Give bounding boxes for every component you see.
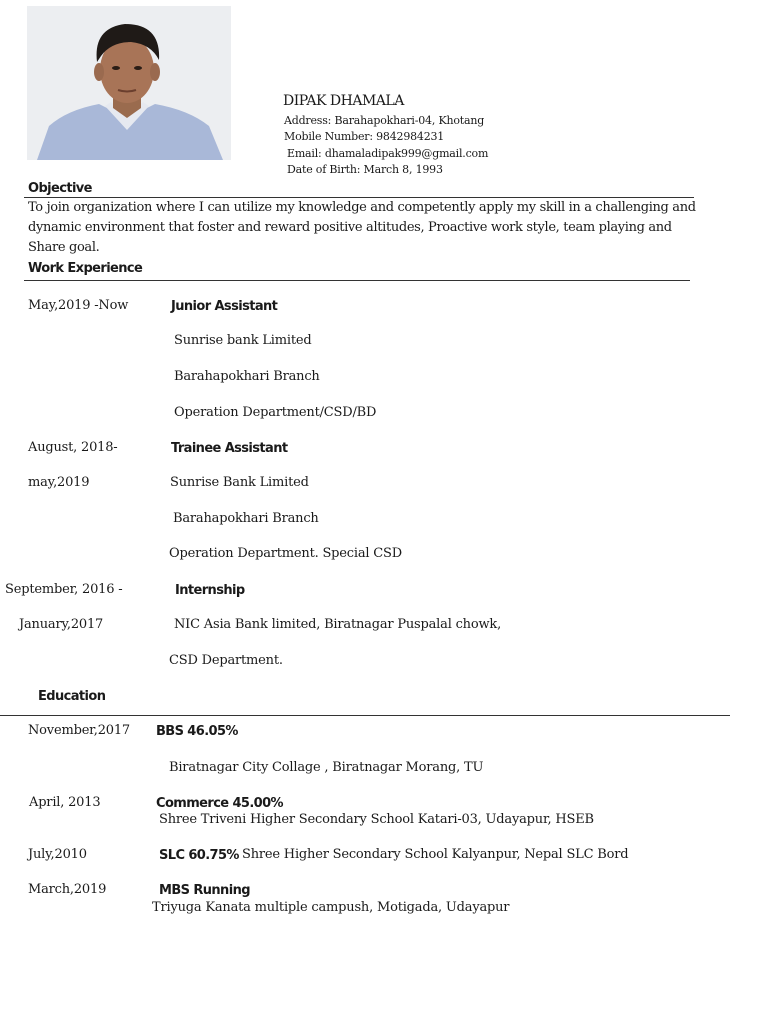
job-detail: Barahapokhari Branch [174, 369, 320, 384]
objective-line: Share goal. [28, 240, 100, 255]
education-date: July,2010 [28, 847, 87, 862]
job-detail: Sunrise Bank Limited [170, 475, 309, 490]
objective-line: To join organization where I can utilize my knowledge and competently apply my skill in a challenging and [28, 200, 696, 215]
education-school: Triyuga Kanata multiple campush, Motigada, Udayapur [152, 900, 510, 915]
education-heading: Education [38, 689, 106, 704]
job-title: Trainee Assistant [171, 441, 288, 456]
education-date: April, 2013 [29, 795, 101, 810]
person-portrait-icon [27, 6, 231, 160]
job-date: May,2019 -Now [28, 298, 129, 313]
job-detail: Barahapokhari Branch [173, 511, 319, 526]
job-date: may,2019 [28, 475, 90, 490]
objective-divider [24, 197, 694, 198]
work-divider [24, 280, 690, 281]
job-title: Junior Assistant [171, 299, 278, 314]
job-detail: Operation Department/CSD/BD [174, 405, 377, 420]
education-date: November,2017 [28, 723, 130, 738]
job-title: Internship [175, 583, 245, 598]
education-divider [0, 715, 730, 716]
work-experience-heading: Work Experience [28, 261, 143, 276]
job-date: January,2017 [19, 617, 104, 632]
address-text: Address: Barahapokhari-04, Khotang [284, 114, 485, 127]
job-date: September, 2016 - [5, 582, 123, 597]
dob-text: Date of Birth: March 8, 1993 [287, 163, 443, 176]
education-school: Shree Triveni Higher Secondary School Katari-03, Udayapur, HSEB [159, 812, 594, 827]
objective-heading: Objective [28, 181, 92, 196]
education-school: Biratnagar City Collage , Biratnagar Morang, TU [169, 760, 484, 775]
email-text: Email: dhamaladipak999@gmail.com [287, 147, 489, 160]
education-degree: BBS 46.05% [156, 724, 238, 739]
job-detail: NIC Asia Bank limited, Biratnagar Puspalal chowk, [174, 617, 502, 632]
job-detail: CSD Department. [169, 653, 283, 668]
education-degree: MBS Running [159, 883, 250, 898]
job-detail: Sunrise bank Limited [174, 333, 312, 348]
education-date: March,2019 [28, 882, 107, 897]
education-degree: SLC 60.75% [159, 848, 239, 863]
profile-photo [27, 6, 231, 160]
job-date: August, 2018- [28, 440, 118, 455]
mobile-text: Mobile Number: 9842984231 [284, 130, 445, 143]
education-school: Shree Higher Secondary School Kalyanpur, Nepal SLC Bord [242, 847, 629, 862]
education-degree: Commerce 45.00% [156, 796, 283, 811]
job-detail: Operation Department. Special CSD [169, 546, 402, 561]
candidate-name: DIPAK DHAMALA [283, 93, 404, 109]
objective-line: dynamic environment that foster and reward positive altitudes, Proactive work style, team playing and [28, 220, 672, 235]
